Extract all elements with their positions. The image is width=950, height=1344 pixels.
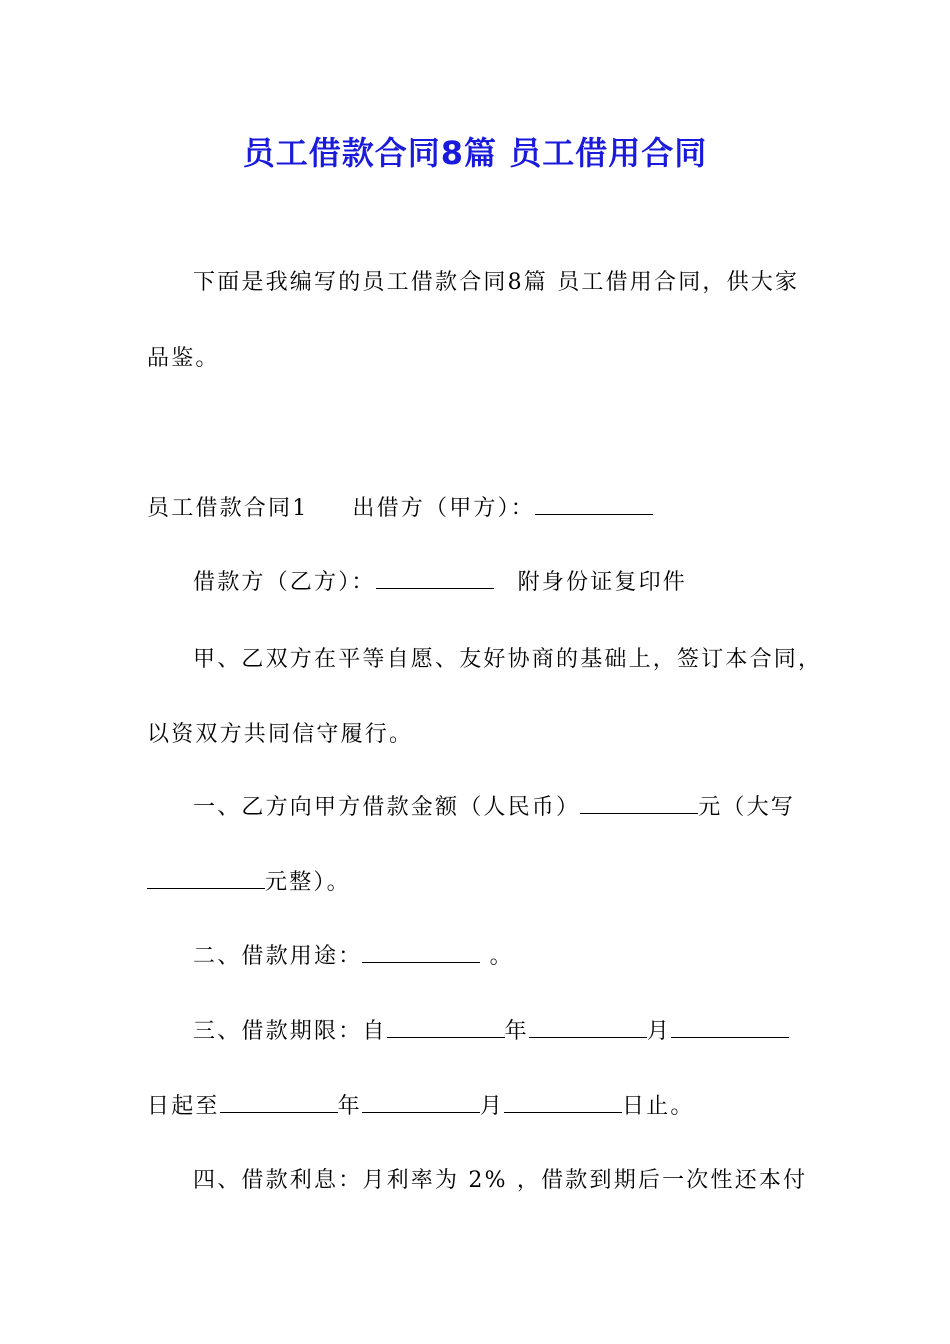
start-day-blank[interactable] [671,1017,789,1038]
clause3-text-b: 日起至 [147,1094,220,1119]
clause1-text-c: 元整）。 [265,870,351,895]
loan-amount-words-blank[interactable] [147,868,265,889]
intro-line-2: 品鉴。 [147,346,220,371]
borrower-name-blank[interactable] [376,568,494,589]
clause3-text-a: 三、借款期限：自 [193,1019,387,1044]
document-title: 员工借款合同8篇 员工借用合同 [242,134,708,172]
id-copy-note: 附身份证复印件 [517,570,688,595]
clause1-text-a: 一、乙方向甲方借款金额（人民币） [193,795,581,820]
clause3-line-1 [193,1017,789,1047]
month-label: 月 [646,1019,672,1044]
lender-name-blank[interactable] [535,494,653,515]
clause1-text-b: 元（大写 [698,795,796,820]
clause2-line [193,942,514,972]
month-label-2: 月 [479,1094,505,1119]
clause1-line-2 [147,868,351,898]
year-label-2: 年 [337,1094,362,1119]
loan-amount-blank[interactable] [580,793,698,814]
clause3-line-2 [147,1092,695,1122]
start-month-blank[interactable] [529,1017,647,1038]
end-year-blank[interactable] [220,1092,338,1113]
clause3-text-c: 日止。 [622,1094,695,1119]
clause2-text-a: 二、借款用途： [193,944,363,969]
clause4-line: 四、借款利息：月利率为 2% ，借款到期后一次性还本付 [193,1168,808,1193]
section-heading: 员工借款合同1 [147,496,309,521]
clause2-text-b: 。 [480,944,514,969]
end-month-blank[interactable] [362,1092,480,1113]
clause1-line-1 [193,793,795,823]
lender-label: 出借方（甲方）： [352,496,536,521]
year-label: 年 [504,1019,529,1044]
loan-purpose-blank[interactable] [362,942,480,963]
start-year-blank[interactable] [387,1017,505,1038]
borrower-label: 借款方（乙方）： [193,570,376,595]
end-day-blank[interactable] [504,1092,622,1113]
borrower-line [193,568,687,598]
para1-line-2: 以资双方共同信守履行。 [147,722,414,747]
para1-line-1: 甲、乙双方在平等自愿、友好协商的基础上，签订本合同， [193,647,823,672]
lender-line [147,494,653,524]
intro-line-1: 下面是我编写的员工借款合同8篇 员工借用合同，供大家 [193,270,800,295]
